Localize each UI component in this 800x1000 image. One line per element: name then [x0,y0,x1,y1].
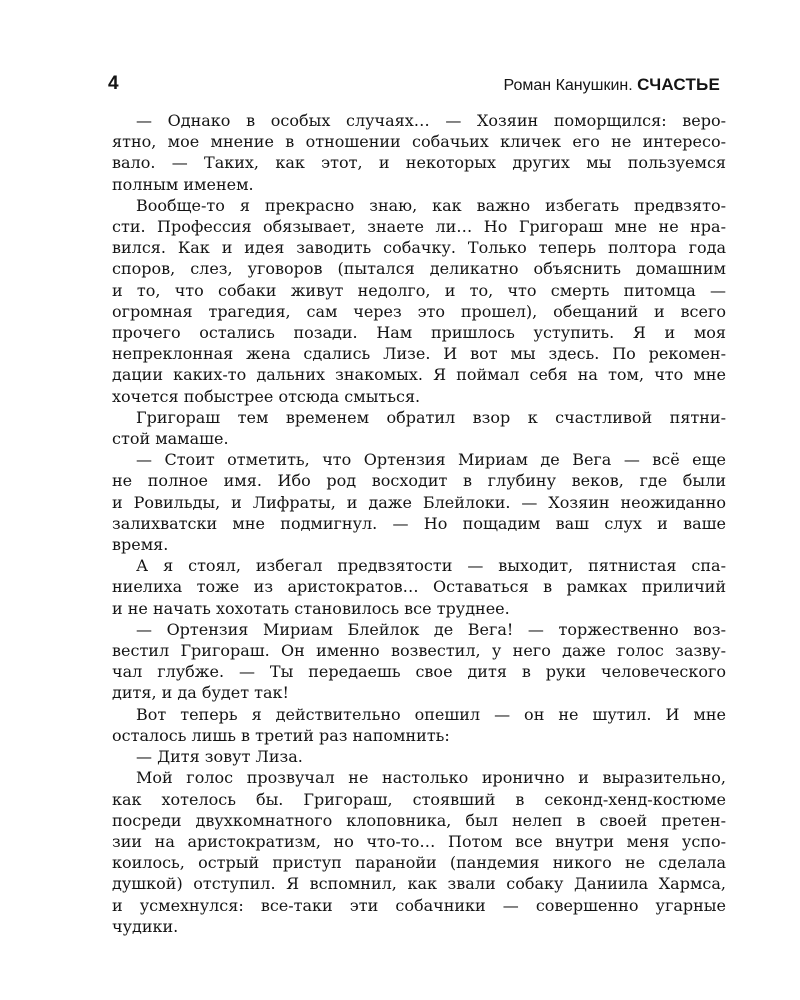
running-head-title: СЧАСТЬЕ [637,75,720,94]
text-line: стой мамаше. [112,429,229,449]
text-line: Вообще-то я прекрасно знаю, как важно избегать предвзято- [136,195,726,215]
text-line: Вот теперь я действительно опешил — он не шутил. И мне [136,704,726,724]
text-line: дитя, и да будет так! [112,683,289,703]
text-line: чудики. [112,916,179,936]
text-line: вился. Как и идея заводить собачку. Только теперь полтора года [112,238,726,258]
text-line: хочется побыстрее отсюда смыться. [112,386,421,406]
text-line: — Стоит отметить, что Ортензия Мириам де Вега — всё еще [136,450,726,470]
text-line: залихватски мне подмигнул. — Но пощадим ваш слух и ваше [112,513,726,533]
text-line: — Однако в особых случаях… — Хозяин поморщился: веро- [136,111,726,130]
text-line: — Ортензия Мириам Блейлок де Вега! — торжественно воз- [136,619,726,639]
text-line: сти. Профессия обязывает, знаете ли… Но Григораш мне не нра- [112,217,726,237]
text-line: посреди двухкомнатного клоповника, был нелеп в своей претен- [112,810,726,830]
text-line: ятно, мое мнение в отношении собачьих кличек его не интересо- [112,132,726,152]
running-head [504,74,720,97]
text-line: споров, слез, уговоров (пытался деликатно объяснить домашним [112,259,726,279]
text-line: зии на аристократизм, но что-то… Потом все внутри меня успо- [112,831,726,851]
text-line: дации каких-то дальних знакомых. Я поймал себя на том, что мне [112,365,726,385]
text-line: Мой голос прозвучал не настолько иронично и выразительно, [136,768,726,788]
text-line: ниелиха тоже из аристократов… Оставаться в рамках приличий [112,577,726,597]
text-line: и усмехнулся: все-таки эти собачники — совершенно угарные [112,895,726,915]
text-line: душкой) отступил. Я вспомнил, как звали собаку Даниила Хармса, [112,874,726,894]
text-line: непреклонная жена сдались Лизе. И вот мы здесь. По рекомен- [112,344,726,364]
text-line: и то, что собаки живут недолго, и то, что смерть питомца — [112,280,726,300]
running-head-author: Роман Канушкин. [503,77,633,94]
text-line: прочего остались позади. Нам пришлось уступить. Я и моя [112,323,726,343]
text-line: огромная трагедия, сам через это прошел), обещаний и всего [112,301,726,321]
text-line: и Ровильды, и Лифраты, и даже Блейлоки. — Хозяин неожиданно [112,492,726,512]
text-line: не полное имя. Ибо род восходит в глубину веков, где были [112,471,726,491]
body-text [112,110,726,937]
text-line: — Дитя зовут Лиза. [136,747,303,767]
text-line: время. [112,535,169,555]
text-line: Григораш тем временем обратил взор к счастливой пятни- [136,407,726,427]
text-line: и не начать хохотать становилось все труднее. [112,598,510,618]
text-line: коилось, острый приступ паранойи (пандемия никого не сделала [112,853,726,873]
page-number: 4 [108,73,119,94]
text-line: как хотелось бы. Григораш, стоявший в секонд-хенд-костюме [112,789,726,809]
text-line: А я стоял, избегал предвзятости — выходит, пятнистая спа- [136,556,726,576]
text-line: полным именем. [112,174,254,194]
text-line: вало. — Таких, как этот, и некоторых других мы пользуемся [112,153,726,173]
text-line: вестил Григораш. Он именно возвестил, у него даже голос зазву- [112,641,726,661]
text-line: осталось лишь в третий раз напомнить: [112,725,450,745]
text-line: чал глубже. — Ты передаешь свое дитя в руки человеческого [112,662,726,682]
